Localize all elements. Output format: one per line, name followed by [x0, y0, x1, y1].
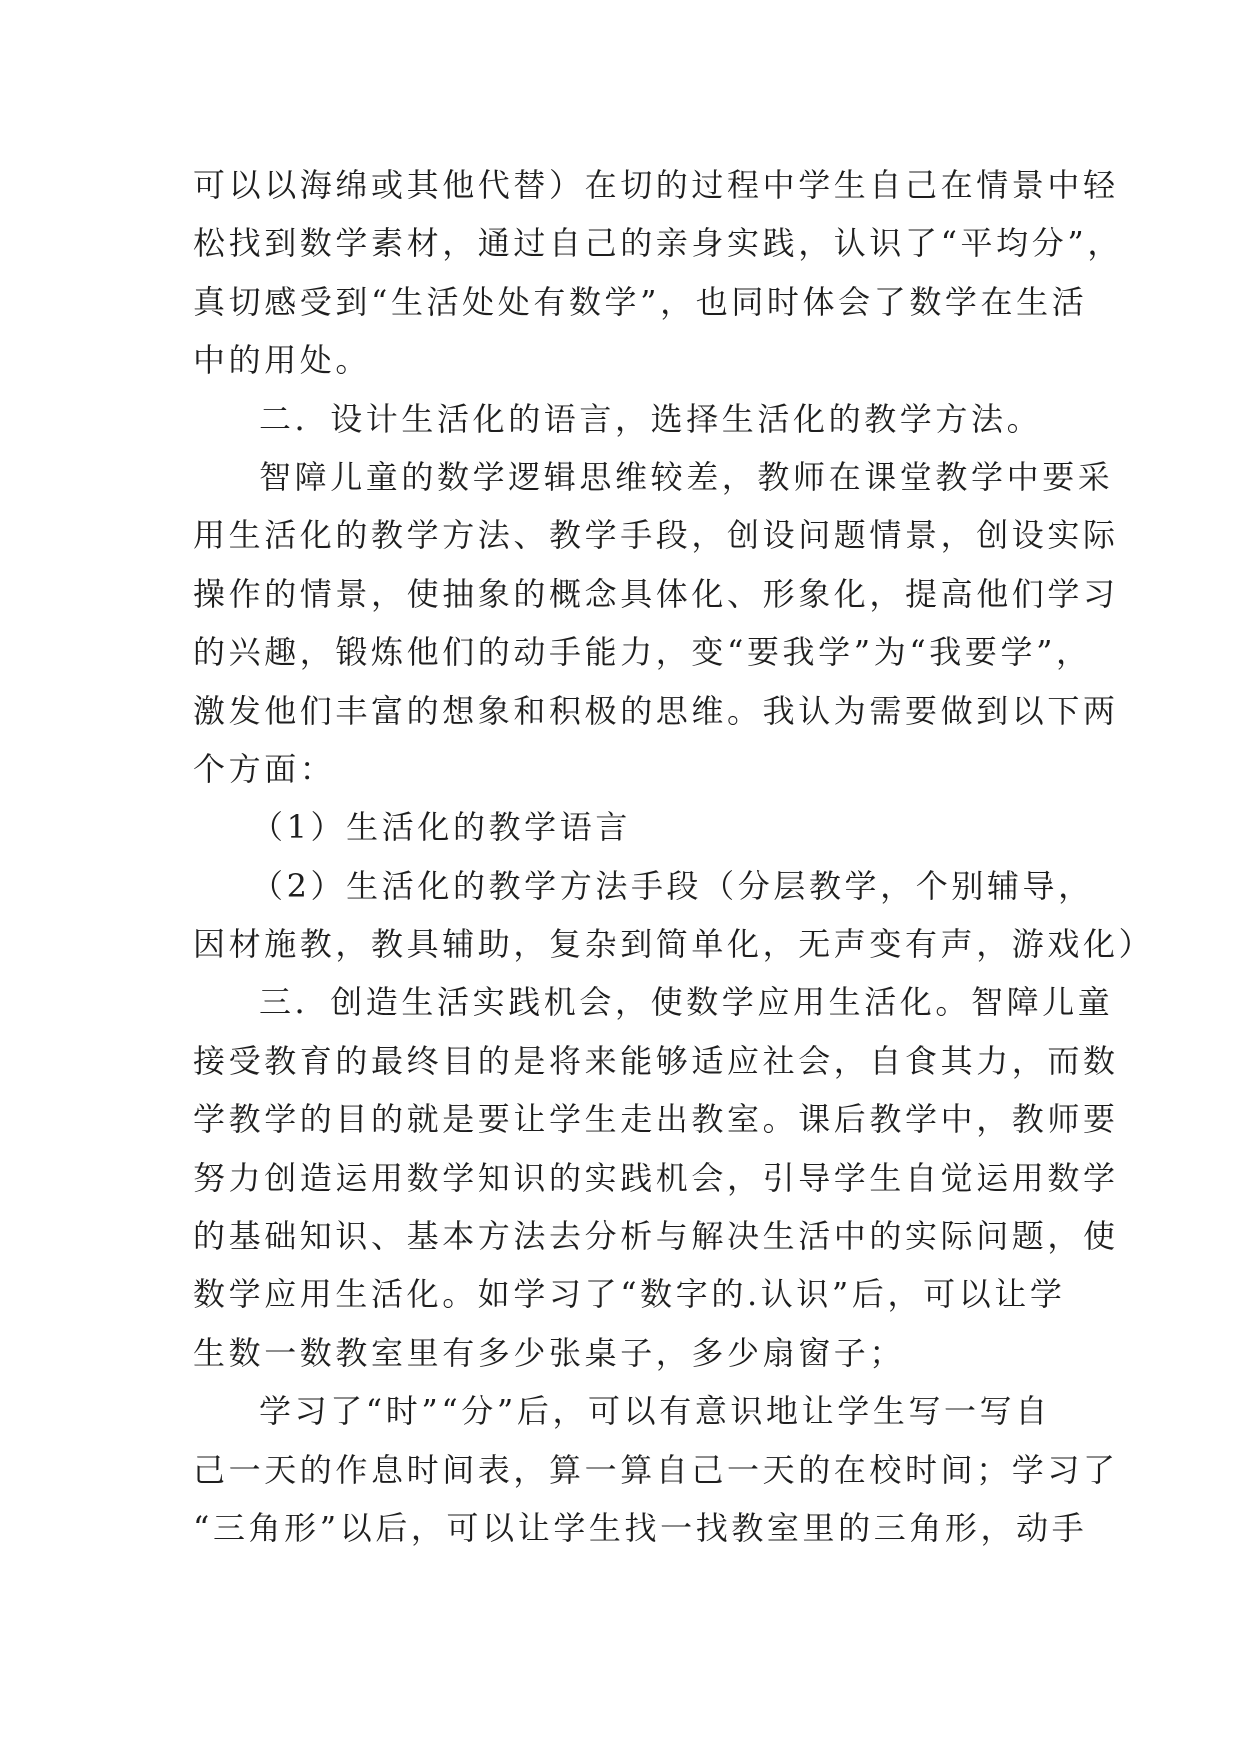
text-line: 的基础知识、基本方法去分析与解决生活中的实际问题，使 — [193, 1217, 1119, 1256]
text-line: 数学应用生活化。如学习了“数字的.认识”后，可以让学 — [193, 1275, 1066, 1314]
text-line: 真切感受到“生活处处有数学”，也同时体会了数学在生活 — [193, 282, 1088, 321]
section-heading: 三．创造生活实践机会，使数学应用生活化。智障儿童 — [259, 983, 1114, 1022]
body-text — [193, 156, 1155, 1557]
text-line: 己一天的作息时间表，算一算自己一天的在校时间；学习了 — [193, 1450, 1119, 1489]
list-item: （2）生活化的教学方法手段（分层教学，个别辅导， — [251, 866, 1094, 905]
text-line: 松找到数学素材，通过自己的亲身实践，认识了“平均分”， — [193, 224, 1123, 263]
text-line: 个方面： — [193, 749, 336, 788]
section-heading: 二．设计生活化的语言，选择生活化的教学方法。 — [259, 399, 1043, 438]
text-line: 智障儿童的数学逻辑思维较差，教师在课堂教学中要采 — [259, 457, 1114, 496]
list-item: （1）生活化的教学语言 — [251, 808, 631, 847]
text-line: 可以以海绵或其他代替）在切的过程中学生自己在情景中轻 — [193, 166, 1119, 204]
text-line: 因材施教，教具辅助，复杂到简单化，无声变有声，游戏化） — [193, 925, 1155, 964]
text-line: 学教学的目的就是要让学生走出教室。课后教学中，教师要 — [193, 1100, 1119, 1139]
text-line: 操作的情景，使抽象的概念具体化、形象化，提高他们学习 — [193, 574, 1119, 613]
text-line: 努力创造运用数学知识的实践机会，引导学生自觉运用数学 — [193, 1158, 1119, 1197]
text-line: 的兴趣，锻炼他们的动手能力，变“要我学”为“我要学”， — [193, 633, 1092, 672]
text-line: 用生活化的教学方法、教学手段，创设问题情景，创设实际 — [193, 516, 1119, 555]
text-line: “三角形”以后，可以让学生找一找教室里的三角形，动手 — [193, 1508, 1088, 1547]
text-line: 中的用处。 — [193, 341, 372, 380]
text-line: 接受教育的最终目的是将来能够适应社会，自食其力，而数 — [193, 1041, 1119, 1080]
text-line: 生数一数教室里有多少张桌子，多少扇窗子； — [193, 1333, 906, 1372]
text-line: 学习了“时”“分”后，可以有意识地让学生写一写自 — [259, 1392, 1051, 1431]
text-line: 激发他们丰富的想象和积极的思维。我认为需要做到以下两 — [193, 691, 1119, 730]
